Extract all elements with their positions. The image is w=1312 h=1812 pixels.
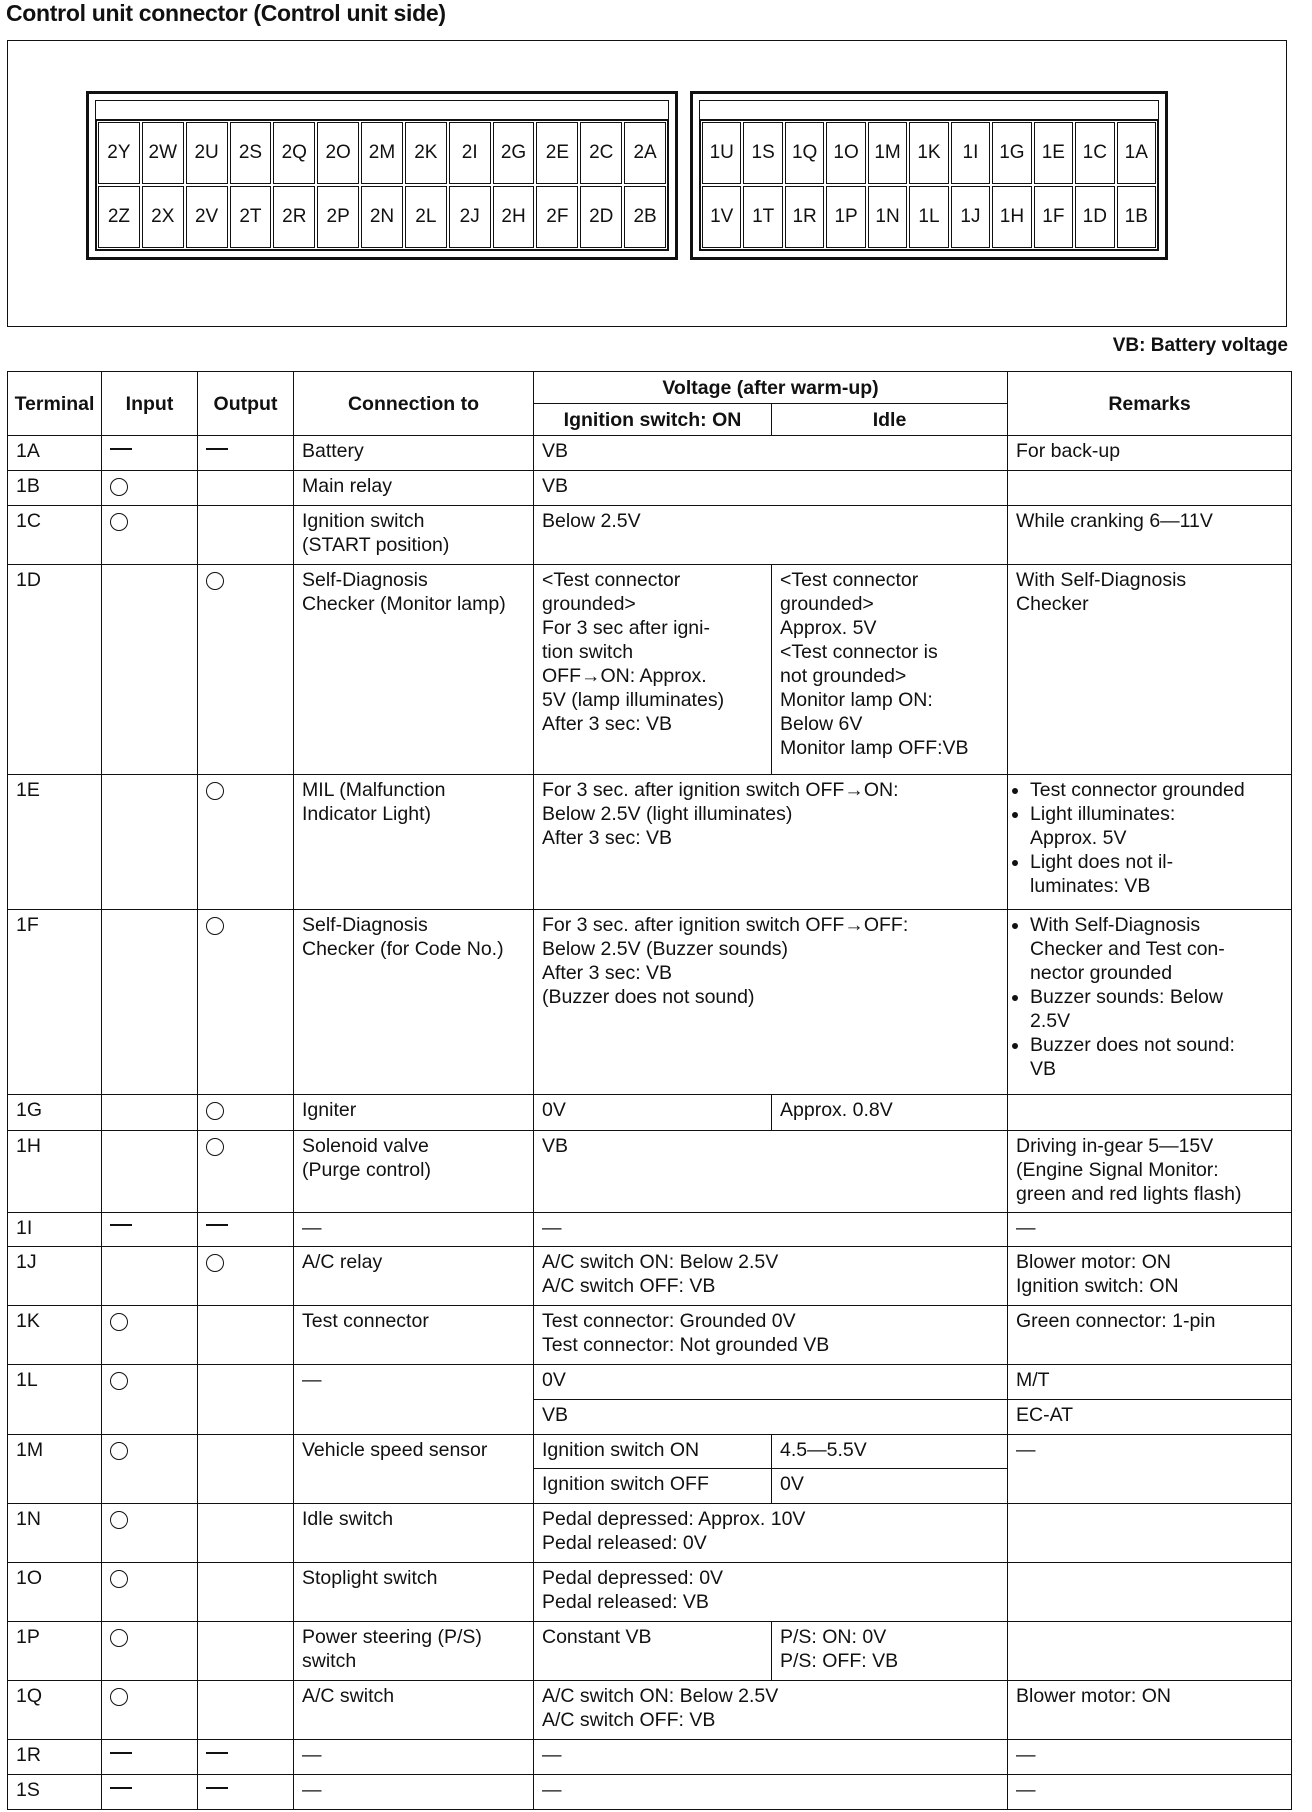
remarks-cell: For back-up bbox=[1008, 436, 1292, 471]
remark-bullet: • Buzzer sounds: Below 2.5V bbox=[1030, 985, 1283, 1033]
table-row bbox=[8, 1212, 1292, 1247]
remarks-cell bbox=[1008, 470, 1292, 506]
table-row bbox=[8, 1131, 1292, 1213]
voltage-cell: VB bbox=[534, 1400, 1008, 1435]
remarks-cell: While cranking 6—11V bbox=[1008, 506, 1292, 565]
input-cell bbox=[102, 1212, 198, 1247]
header-connection: Connection to bbox=[294, 372, 534, 436]
circle-mark bbox=[206, 1102, 224, 1120]
connection-cell: Self-Diagnosis Checker (for Code No.) bbox=[294, 909, 534, 1095]
connector-pin: 2E bbox=[536, 122, 578, 184]
remark-bullet: • Buzzer does not sound: VB bbox=[1030, 1033, 1283, 1081]
connector-pin: 1A bbox=[1117, 122, 1156, 184]
voltage-cell: Below 2.5V bbox=[534, 506, 1008, 565]
condition-cell: Ignition switch ON bbox=[534, 1434, 772, 1469]
connector-pin: 1U bbox=[702, 122, 741, 184]
terminal-cell: 1E bbox=[8, 775, 102, 910]
input-cell bbox=[102, 1775, 198, 1810]
table-row bbox=[8, 1434, 1292, 1469]
condition-cell: Ignition switch OFF bbox=[534, 1469, 772, 1504]
connection-cell: Main relay bbox=[294, 470, 534, 506]
remarks-cell: Driving in-gear 5—15V (Engine Signal Monitor: green and red lights flash) bbox=[1008, 1131, 1292, 1213]
voltage-cell: For 3 sec. after ignition switch OFF→OFF: Below 2.5V (Buzzer sounds) After 3 sec: VB (Buzzer does not sound) bbox=[534, 909, 1008, 1095]
input-cell bbox=[102, 1247, 198, 1306]
connector-pin: 2W bbox=[142, 122, 184, 184]
header-idle: Idle bbox=[772, 404, 1008, 436]
remarks-cell: — bbox=[1008, 1740, 1292, 1775]
terminal-cell: 1S bbox=[8, 1775, 102, 1810]
output-cell bbox=[198, 565, 294, 775]
dash-mark bbox=[206, 1752, 228, 1754]
voltage-cell: A/C switch ON: Below 2.5V A/C switch OFF: VB bbox=[534, 1681, 1008, 1740]
output-cell bbox=[198, 1775, 294, 1810]
voltage-cell: VB bbox=[534, 436, 1008, 471]
terminal-cell: 1G bbox=[8, 1095, 102, 1131]
vb-legend: VB: Battery voltage bbox=[1112, 335, 1288, 356]
remarks-cell bbox=[1008, 775, 1292, 910]
connector-pin: 2R bbox=[273, 186, 315, 248]
terminal-cell: 1F bbox=[8, 909, 102, 1095]
connection-cell: A/C switch bbox=[294, 1681, 534, 1740]
terminal-cell: 1P bbox=[8, 1622, 102, 1681]
output-cell bbox=[198, 1504, 294, 1563]
voltage-cell: 4.5—5.5V bbox=[772, 1434, 1008, 1469]
remarks-cell: With Self-Diagnosis Checker bbox=[1008, 565, 1292, 775]
dash-mark bbox=[206, 1787, 228, 1789]
dash-mark bbox=[206, 1224, 228, 1226]
remarks-cell bbox=[1008, 1095, 1292, 1131]
connector-pin: 1L bbox=[909, 186, 948, 248]
page-title: Control unit connector (Control unit side) bbox=[6, 0, 446, 26]
terminal-cell: 1N bbox=[8, 1504, 102, 1563]
connection-cell: MIL (Malfunction Indicator Light) bbox=[294, 775, 534, 910]
table-row bbox=[8, 1563, 1292, 1622]
input-cell bbox=[102, 470, 198, 506]
connector-pin: 2H bbox=[493, 186, 535, 248]
connector-pin: 2S bbox=[230, 122, 272, 184]
voltage-cell: — bbox=[534, 1775, 1008, 1810]
connection-cell: A/C relay bbox=[294, 1247, 534, 1306]
input-cell bbox=[102, 1563, 198, 1622]
output-cell bbox=[198, 1681, 294, 1740]
dash-mark bbox=[110, 1752, 132, 1754]
connector-pin: 2L bbox=[405, 186, 447, 248]
voltage-cell: — bbox=[534, 1740, 1008, 1775]
remarks-cell: EC-AT bbox=[1008, 1400, 1292, 1435]
remarks-cell bbox=[1008, 1563, 1292, 1622]
terminal-cell: 1H bbox=[8, 1131, 102, 1213]
terminal-cell: 1J bbox=[8, 1247, 102, 1306]
output-cell bbox=[198, 1306, 294, 1365]
terminal-table bbox=[7, 371, 1292, 1810]
connector-pin: 1T bbox=[743, 186, 782, 248]
connector-pin: 1E bbox=[1034, 122, 1073, 184]
header-terminal: Terminal bbox=[8, 372, 102, 436]
voltage-cell: A/C switch ON: Below 2.5V A/C switch OFF: VB bbox=[534, 1247, 1008, 1306]
table-row bbox=[8, 1681, 1292, 1740]
circle-mark bbox=[206, 1138, 224, 1156]
voltage-idle-cell: P/S: ON: 0V P/S: OFF: VB bbox=[772, 1622, 1008, 1681]
terminal-cell: 1R bbox=[8, 1740, 102, 1775]
voltage-cell: — bbox=[534, 1212, 1008, 1247]
connector-pin: 1H bbox=[992, 186, 1031, 248]
output-cell bbox=[198, 436, 294, 471]
header-ignition-on: Ignition switch: ON bbox=[534, 404, 772, 436]
terminal-cell: 1Q bbox=[8, 1681, 102, 1740]
output-cell bbox=[198, 1563, 294, 1622]
connector-pin: 2N bbox=[361, 186, 403, 248]
circle-mark bbox=[110, 1313, 128, 1331]
connection-cell: — bbox=[294, 1740, 534, 1775]
input-cell bbox=[102, 1434, 198, 1503]
circle-mark bbox=[206, 572, 224, 590]
voltage-ign-on-cell: Constant VB bbox=[534, 1622, 772, 1681]
connector-pin: 1F bbox=[1034, 186, 1073, 248]
voltage-idle-cell: Approx. 0.8V bbox=[772, 1095, 1008, 1131]
circle-mark bbox=[110, 1372, 128, 1390]
connector-pin: 1J bbox=[951, 186, 990, 248]
connector-pin: 1M bbox=[868, 122, 907, 184]
remarks-cell: Green connector: 1-pin bbox=[1008, 1306, 1292, 1365]
input-cell bbox=[102, 1095, 198, 1131]
connector-pin: 1P bbox=[826, 186, 865, 248]
input-cell bbox=[102, 436, 198, 471]
input-cell bbox=[102, 1504, 198, 1563]
header-input: Input bbox=[102, 372, 198, 436]
connector-2-pins bbox=[95, 119, 669, 251]
connector-pin: 2O bbox=[317, 122, 359, 184]
connector-pin: 2F bbox=[536, 186, 578, 248]
connector-pin: 2Y bbox=[98, 122, 140, 184]
circle-mark bbox=[110, 1442, 128, 1460]
table-row bbox=[8, 909, 1292, 1095]
table-row bbox=[8, 506, 1292, 565]
input-cell bbox=[102, 1740, 198, 1775]
terminal-cell: 1O bbox=[8, 1563, 102, 1622]
input-cell bbox=[102, 775, 198, 910]
connector-pin: 2U bbox=[186, 122, 228, 184]
connector-pin: 2B bbox=[624, 186, 666, 248]
connector-pin: 2Q bbox=[273, 122, 315, 184]
voltage-cell: For 3 sec. after ignition switch OFF→ON: Below 2.5V (light illuminates) After 3 sec: VB bbox=[534, 775, 1008, 910]
connection-cell: Idle switch bbox=[294, 1504, 534, 1563]
header-remarks: Remarks bbox=[1008, 372, 1292, 436]
connection-cell: — bbox=[294, 1775, 534, 1810]
connection-cell: Solenoid valve (Purge control) bbox=[294, 1131, 534, 1213]
remark-bullet: • Test connector grounded bbox=[1030, 778, 1283, 802]
circle-mark bbox=[110, 1629, 128, 1647]
remarks-cell: — bbox=[1008, 1775, 1292, 1810]
input-cell bbox=[102, 1622, 198, 1681]
voltage-cell: VB bbox=[534, 470, 1008, 506]
connection-cell: Power steering (P/S) switch bbox=[294, 1622, 534, 1681]
table-row bbox=[8, 1622, 1292, 1681]
input-cell bbox=[102, 565, 198, 775]
input-cell bbox=[102, 909, 198, 1095]
output-cell bbox=[198, 470, 294, 506]
remarks-cell bbox=[1008, 1504, 1292, 1563]
terminal-cell: 1A bbox=[8, 436, 102, 471]
voltage-cell: Test connector: Grounded 0V Test connector: Not grounded VB bbox=[534, 1306, 1008, 1365]
circle-mark bbox=[110, 1511, 128, 1529]
input-cell bbox=[102, 1306, 198, 1365]
terminal-cell: 1M bbox=[8, 1434, 102, 1503]
header-voltage: Voltage (after warm-up) bbox=[534, 372, 1008, 404]
connector-pin: 2M bbox=[361, 122, 403, 184]
connector-pin: 1K bbox=[909, 122, 948, 184]
circle-mark bbox=[110, 478, 128, 496]
circle-mark bbox=[206, 782, 224, 800]
input-cell bbox=[102, 1365, 198, 1434]
dash-mark bbox=[110, 1224, 132, 1226]
remarks-cell: Blower motor: ON Ignition switch: ON bbox=[1008, 1247, 1292, 1306]
connection-cell: — bbox=[294, 1212, 534, 1247]
terminal-cell: 1K bbox=[8, 1306, 102, 1365]
output-cell bbox=[198, 775, 294, 910]
terminal-cell: 1L bbox=[8, 1365, 102, 1434]
connector-pin: 2X bbox=[142, 186, 184, 248]
connection-cell: Stoplight switch bbox=[294, 1563, 534, 1622]
connector-pin: 2P bbox=[317, 186, 359, 248]
connector-pin: 2A bbox=[624, 122, 666, 184]
connector-pin: 2J bbox=[449, 186, 491, 248]
voltage-cell: Pedal depressed: Approx. 10V Pedal released: 0V bbox=[534, 1504, 1008, 1563]
remarks-cell: — bbox=[1008, 1212, 1292, 1247]
remark-bullet: • With Self-Diagnosis Checker and Test con- nector grounded bbox=[1030, 913, 1283, 985]
voltage-cell: VB bbox=[534, 1131, 1008, 1213]
output-cell bbox=[198, 506, 294, 565]
connection-cell: Igniter bbox=[294, 1095, 534, 1131]
table-row bbox=[8, 1095, 1292, 1131]
connector-pin: 2D bbox=[580, 186, 622, 248]
table-row bbox=[8, 436, 1292, 471]
dash-mark bbox=[206, 448, 228, 450]
connector-pin: 1B bbox=[1117, 186, 1156, 248]
dash-mark bbox=[110, 448, 132, 450]
connector-1-block bbox=[690, 91, 1168, 260]
table-row bbox=[8, 1247, 1292, 1306]
connector-pin: 2G bbox=[493, 122, 535, 184]
connector-pin: 1I bbox=[951, 122, 990, 184]
connection-cell: Ignition switch (START position) bbox=[294, 506, 534, 565]
connection-cell: Self-Diagnosis Checker (Monitor lamp) bbox=[294, 565, 534, 775]
remarks-cell bbox=[1008, 1622, 1292, 1681]
remark-bullet: • Light does not il- luminates: VB bbox=[1030, 850, 1283, 898]
input-cell bbox=[102, 1131, 198, 1213]
remarks-cell: — bbox=[1008, 1434, 1292, 1503]
connector-pin: 1D bbox=[1075, 186, 1114, 248]
connector-pin: 2V bbox=[186, 186, 228, 248]
table-row bbox=[8, 1740, 1292, 1775]
table-row bbox=[8, 470, 1292, 506]
header-output: Output bbox=[198, 372, 294, 436]
table-row bbox=[8, 1306, 1292, 1365]
output-cell bbox=[198, 1365, 294, 1434]
connector-pin: 2Z bbox=[98, 186, 140, 248]
voltage-ign-on-cell: 0V bbox=[534, 1095, 772, 1131]
connector-pin: 2T bbox=[230, 186, 272, 248]
circle-mark bbox=[206, 917, 224, 935]
connector-pin: 1O bbox=[826, 122, 865, 184]
connector-pin: 2I bbox=[449, 122, 491, 184]
connector-pin: 1R bbox=[785, 186, 824, 248]
connector-pin: 1Q bbox=[785, 122, 824, 184]
table-row bbox=[8, 775, 1292, 910]
input-cell bbox=[102, 506, 198, 565]
voltage-cell: 0V bbox=[534, 1365, 1008, 1400]
dash-mark bbox=[110, 1787, 132, 1789]
table-row bbox=[8, 565, 1292, 775]
terminal-cell: 1C bbox=[8, 506, 102, 565]
output-cell bbox=[198, 1247, 294, 1306]
circle-mark bbox=[206, 1254, 224, 1272]
terminal-cell: 1I bbox=[8, 1212, 102, 1247]
table-row bbox=[8, 1365, 1292, 1400]
output-cell bbox=[198, 1212, 294, 1247]
connector-pin: 1G bbox=[992, 122, 1031, 184]
table-row bbox=[8, 1775, 1292, 1810]
remarks-cell: M/T bbox=[1008, 1365, 1292, 1400]
connector-pin: 1S bbox=[743, 122, 782, 184]
circle-mark bbox=[110, 1570, 128, 1588]
output-cell bbox=[198, 1740, 294, 1775]
table-row bbox=[8, 1504, 1292, 1563]
circle-mark bbox=[110, 513, 128, 531]
remark-bullet: • Light illuminates: Approx. 5V bbox=[1030, 802, 1283, 850]
voltage-ign-on-cell: <Test connector grounded> For 3 sec after igni- tion switch OFF→ON: Approx. 5V (lamp illuminates) After 3 sec: VB bbox=[534, 565, 772, 775]
connector-pin: 1V bbox=[702, 186, 741, 248]
remarks-cell: Blower motor: ON bbox=[1008, 1681, 1292, 1740]
remarks-cell bbox=[1008, 909, 1292, 1095]
circle-mark bbox=[110, 1688, 128, 1706]
connector-1-pins bbox=[699, 119, 1159, 251]
connection-cell: Test connector bbox=[294, 1306, 534, 1365]
connection-cell: Vehicle speed sensor bbox=[294, 1434, 534, 1503]
voltage-idle-cell: <Test connector grounded> Approx. 5V <Test connector is not grounded> Monitor lamp ON: Below 6V Monitor lamp OFF:VB bbox=[772, 565, 1008, 775]
connector-pin: 2C bbox=[580, 122, 622, 184]
output-cell bbox=[198, 1434, 294, 1503]
terminal-cell: 1D bbox=[8, 565, 102, 775]
connector-pin: 1C bbox=[1075, 122, 1114, 184]
output-cell bbox=[198, 1095, 294, 1131]
terminal-cell: 1B bbox=[8, 470, 102, 506]
connection-cell: — bbox=[294, 1365, 534, 1434]
connector-pin: 1N bbox=[868, 186, 907, 248]
voltage-cell: Pedal depressed: 0V Pedal released: VB bbox=[534, 1563, 1008, 1622]
output-cell bbox=[198, 909, 294, 1095]
output-cell bbox=[198, 1622, 294, 1681]
connector-2-block bbox=[86, 91, 678, 260]
connector-pin: 2K bbox=[405, 122, 447, 184]
voltage-cell: 0V bbox=[772, 1469, 1008, 1504]
output-cell bbox=[198, 1131, 294, 1213]
input-cell bbox=[102, 1681, 198, 1740]
connection-cell: Battery bbox=[294, 436, 534, 471]
